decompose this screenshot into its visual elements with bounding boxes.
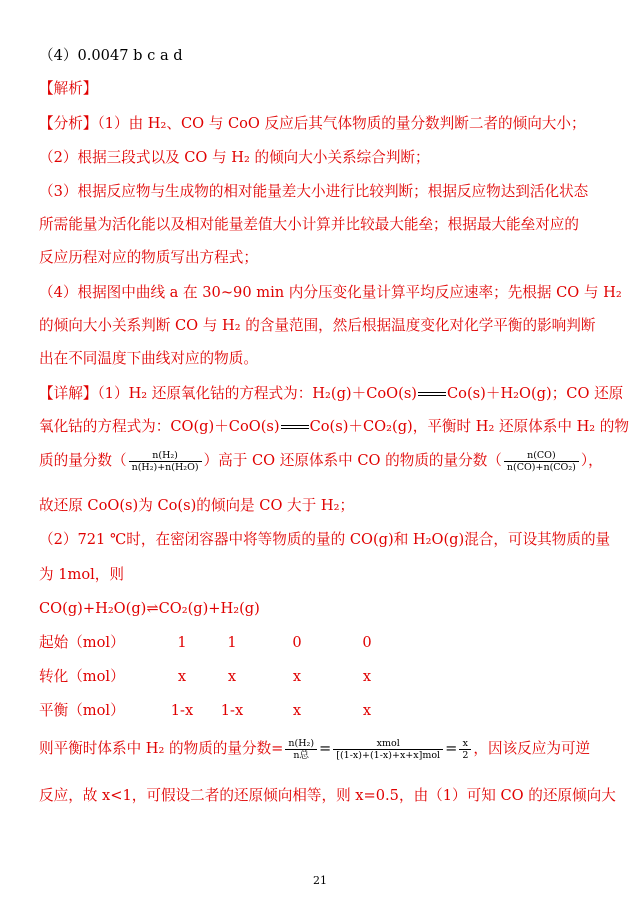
cell: x (362, 668, 372, 685)
equals-1: = (319, 740, 332, 757)
fraction-h2 (129, 450, 202, 473)
xiangjie-line-2 (39, 417, 629, 437)
cell: x (362, 702, 372, 719)
row-label: 起始（mol） (39, 634, 125, 651)
xj1-b: 氧化钴的方程式为：CO(g)＋CoO(s) (39, 418, 280, 435)
xj1-c3: ）， (580, 452, 603, 469)
fenxi-line-4c: 出在不同温度下曲线对应的物质。 (39, 350, 258, 367)
frac1-num: n(H₂) (152, 449, 178, 461)
xj1-b2: Co(s)＋CO₂(g)，平衡时 H₂ 还原体系中 H₂ 的物 (309, 418, 629, 435)
fenxi-line-3c: 反应历程对应的物质写出方程式； (39, 249, 258, 266)
xj2-line-1: （2）721 ℃时，在密闭容器中将等物质的量的 CO(g)和 H₂O(g)混合，可设其物质的量 (39, 531, 611, 548)
cell: x (227, 668, 237, 685)
xj2-line-2: 为 1mol，则 (39, 566, 124, 583)
xj1-a: （1）H₂ 还原氧化钴的方程式为：H₂(g)＋CoO(s) (97, 385, 418, 402)
fenxi-line-3a: （3）根据反应物与生成物的相对能量差大小进行比较判断；根据反应物达到活化状态 (39, 183, 589, 200)
frac3-num: n(H₂) (288, 737, 315, 749)
fenxi-line-4b: 的倾向大小关系判断 CO 与 H₂ 的含量范围，然后根据温度变化对化学平衡的影响判断 (39, 317, 596, 334)
xj1-c1: 质的量分数（ (39, 452, 127, 469)
row-label: 平衡（mol） (39, 702, 125, 719)
equals-sign (418, 392, 446, 396)
fenxi-line-2: （2）根据三段式以及 CO 与 H₂ 的倾向大小关系综合判断； (39, 149, 430, 166)
xj2-line-last: 反应，故 x<1，可假设二者的还原倾向相等，则 x=0.5，由（1）可知 CO 的还原倾向大 (39, 787, 616, 804)
xiangjie-line-1 (39, 384, 624, 404)
fenxi-line-1 (39, 114, 610, 134)
fraction-xmol (333, 738, 443, 761)
xj2-c1: 则平衡时体系中 H₂ 的物质的量分数= (39, 740, 284, 757)
frac2-num: n(CO) (527, 449, 556, 461)
table-row-equilibrium (39, 701, 610, 721)
cell: 1-x (170, 702, 194, 719)
fenxi-tag: 【分析】 (39, 115, 98, 132)
cell: 1 (177, 634, 187, 651)
equals-sign (281, 425, 309, 429)
cell: 0 (362, 634, 372, 651)
frac3-den: n总 (285, 749, 317, 761)
fenxi-1: （1）由 H₂、CO 与 CoO 反应后其气体物质的量分数判断二者的倾向大小； (97, 115, 586, 132)
reaction-equation: CO(g)+H₂O(g)⇌CO₂(g)+H₂(g) (39, 600, 260, 617)
frac4-den: [(1-x)+(1-x)+x+x]mol (333, 749, 443, 761)
equals-2: = (445, 740, 458, 757)
frac5-den: 2 (459, 749, 471, 761)
row-label: 转化（mol） (39, 668, 125, 685)
frac2-den: n(CO)+n(CO₂) (504, 461, 579, 473)
cell: 1-x (220, 702, 244, 719)
fraction-co (504, 450, 579, 473)
cell: 0 (292, 634, 302, 651)
cell: x (292, 702, 302, 719)
xiangjie-line-3 (39, 446, 610, 476)
jiexi-heading: 【解析】 (39, 80, 98, 97)
fenxi-line-4a: （4）根据图中曲线 a 在 30~90 min 内分压变化量计算平均反应速率；先根据 CO 与 H₂ (39, 284, 622, 301)
page-number: 21 (313, 874, 327, 887)
table-row-start (39, 633, 610, 653)
xj1-a2: Co(s)＋H₂O(g)；CO 还原 (447, 385, 624, 402)
frac1-den: n(H₂)+n(H₂O) (129, 461, 202, 473)
xj1-c2: ）高于 CO 还原体系中 CO 的物质的量分数（ (203, 452, 502, 469)
frac5-num: x (462, 737, 469, 749)
cell: 1 (227, 634, 237, 651)
xj2-line-fraction (39, 731, 610, 767)
fraction-x-half (459, 738, 471, 761)
answer-4: （4）0.0047 b c a d (39, 47, 183, 64)
fraction-n-total (285, 738, 317, 761)
fenxi-line-3b: 所需能量为活化能以及相对能量差值大小计算并比较最大能垒；根据最大能垒对应的 (39, 216, 579, 233)
frac4-num: xmol (376, 737, 400, 749)
table-row-change (39, 667, 610, 687)
xiangjie-tag: 【详解】 (39, 385, 98, 402)
xiangjie-line-4: 故还原 CoO(s)为 Co(s)的倾向是 CO 大于 H₂； (39, 497, 355, 514)
xj2-c2: ，因该反应为可逆 (473, 740, 591, 757)
cell: x (177, 668, 187, 685)
cell: x (292, 668, 302, 685)
